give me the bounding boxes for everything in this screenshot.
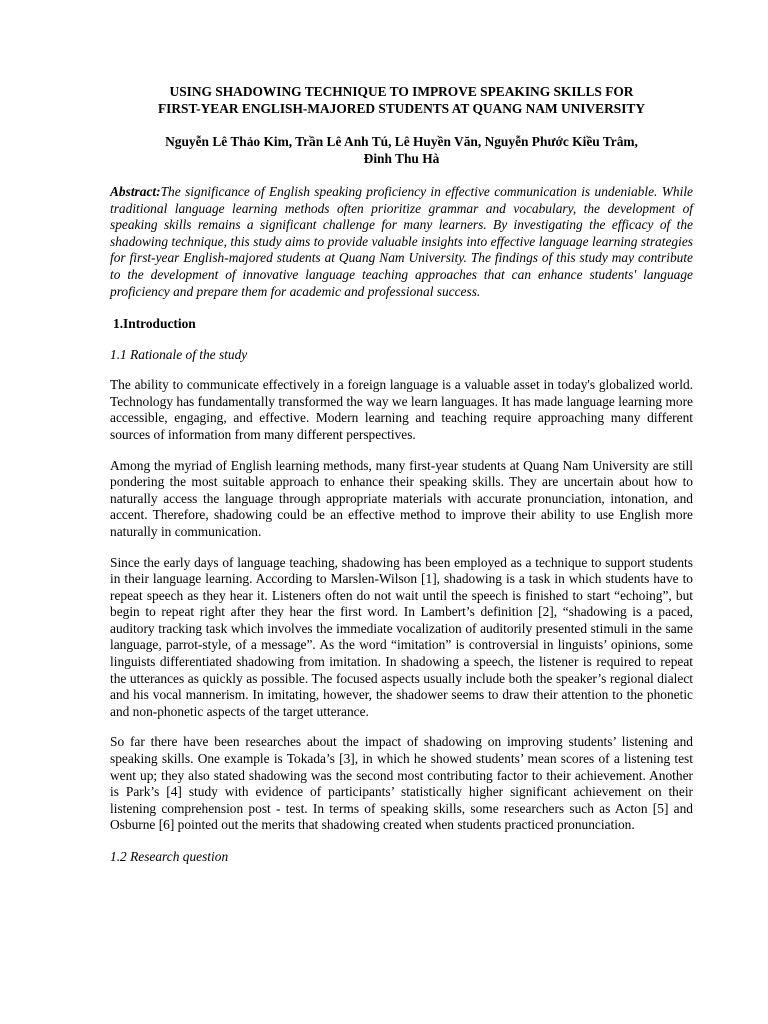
subsection-heading-research-question: 1.2 Research question	[110, 849, 229, 864]
body-paragraph: The ability to communicate effectively in a foreign language is a valuable asset in today's globalized world. Technology has fundamentally transformed the way we learn languages. It has made language learning more accessible, engaging, and effective. Modern learning and teaching require approaching many different sources of information from many different perspectives.	[110, 377, 693, 442]
title-line-1: USING SHADOWING TECHNIQUE TO IMPROVE SPEAKING SKILLS FOR	[169, 84, 634, 99]
paper-title	[110, 84, 693, 117]
authors-line-1: Nguyễn Lê Thảo Kim, Trần Lê Anh Tú, Lê Huyền Văn, Nguyễn Phước Kiều Trâm,	[165, 134, 638, 149]
body-paragraph: Among the myriad of English learning methods, many first-year students at Quang Nam University are still pondering the most suitable approach to enhance their speaking skills. They are uncertain about how to naturally access the language through appropriate materials with accurate pronunciation, intonation, and accent. Therefore, shadowing could be an effective method to improve their ability to use English more naturally in communication.	[110, 457, 693, 539]
abstract-label: Abstract:	[110, 184, 161, 199]
authors-line-2: Đinh Thu Hà	[363, 151, 440, 166]
section-heading-introduction: 1.Introduction	[113, 316, 196, 332]
abstract-text: The significance of English speaking proficiency in effective communication is undeniable. While traditional language learning methods often prioritize grammar and vocabulary, the development of speaking skills remains a significant challenge for many learners. By investigating the efficacy of the shadowing technique, this study aims to provide valuable insights into effective language learning strategies for first-year English-majored students at Quang Nam University. The findings of this study may contribute to the development of innovative language teaching approaches that can enhance students' language proficiency and prepare them for academic and professional success.	[110, 184, 693, 299]
author-list	[110, 133, 693, 167]
body-paragraph: So far there have been researches about the impact of shadowing on improving students’ listening and speaking skills. One example is Tokada’s [3], in which he showed students’ mean scores of a listening test went up; they also stated shadowing was the second most contributing factor to their achievement. Another is Park’s [4] study with evidence of participants’ statistically higher significant achievement on their listening comprehension post - test. In terms of speaking skills, some researchers such as Acton [5] and Osburne [6] pointed out the merits that shadowing created when students practiced pronunciation.	[110, 734, 693, 833]
abstract	[110, 184, 693, 300]
paper-page	[110, 84, 693, 865]
subsection-heading-rationale: 1.1 Rationale of the study	[110, 347, 248, 363]
title-line-2: FIRST-YEAR ENGLISH-MAJORED STUDENTS AT QUANG NAM UNIVERSITY	[157, 100, 646, 116]
body-paragraph: Since the early days of language teaching, shadowing has been employed as a technique to support students in their language learning. According to Marslen-Wilson [1], shadowing is a task in which students have to repeat speech as they hear it. Listeners often do not wait until the speech is finished to start “echoing”, but begin to repeat right after they hear the first word. In Lambert’s definition [2], “shadowing is a paced, auditory tracking task which involves the immediate vocalization of auditorily presented stimuli in the same language, parrot-style, of a message”. As the word “imitation” is controversial in linguists’ opinions, some linguists differentiated shadowing from imitation. In shadowing a speech, the listener is required to repeat the utterances as quickly as possible. The focused aspects usually include both the speaker’s regional dialect and his vocal mannerism. In imitating, however, the shadower seems to draw their attention to the phonetic and non-phonetic aspects of the target utterance.	[110, 554, 693, 719]
